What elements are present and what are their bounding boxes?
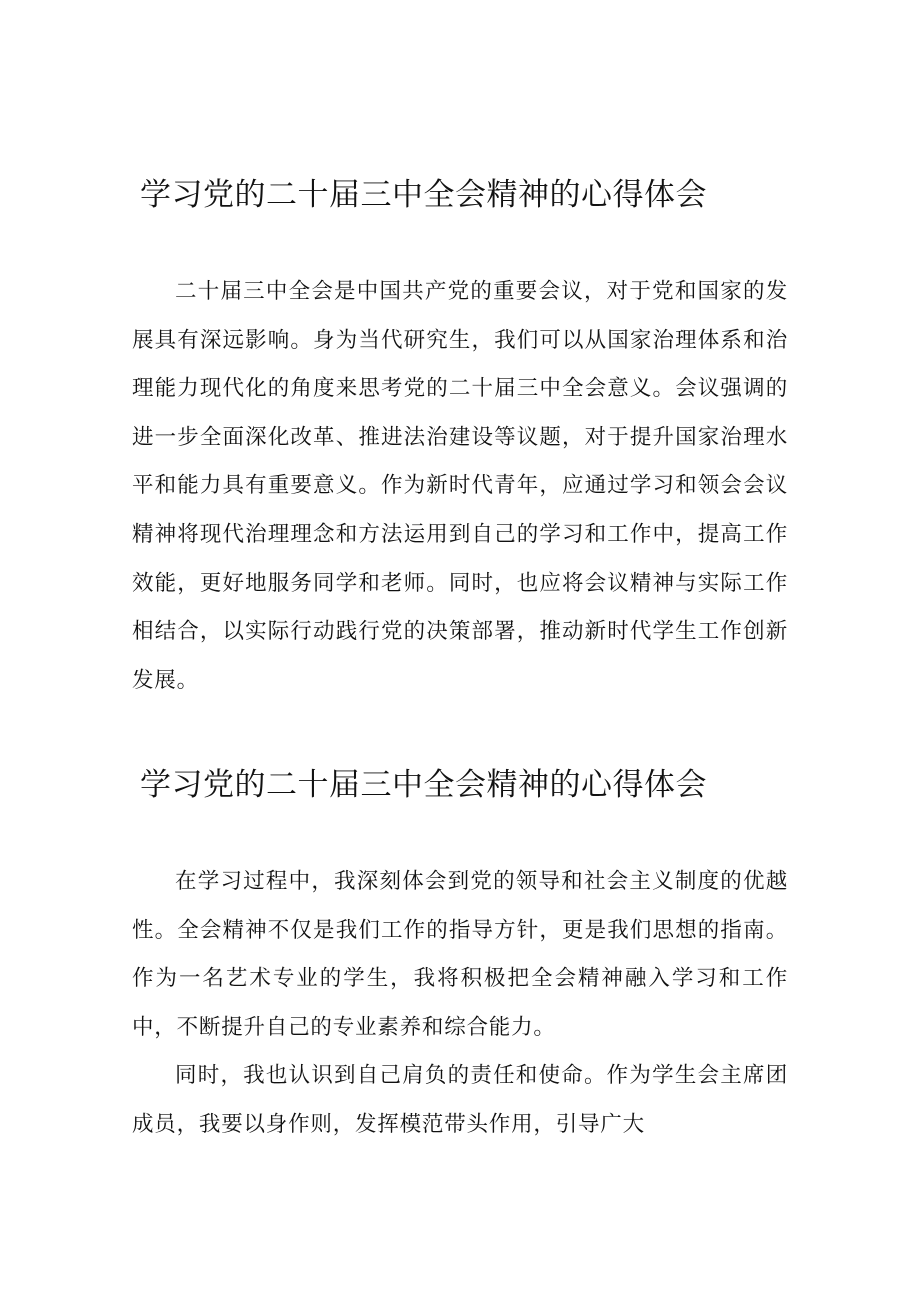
paragraph: 同时，我也认识到自己肩负的责任和使命。作为学生会主席团成员，我要以身作则，发挥模范带头作用，引导广大 bbox=[132, 1063, 788, 1137]
section-body bbox=[132, 268, 788, 705]
paragraph: 二十届三中全会是中国共产党的重要会议，对于党和国家的发展具有深远影响。身为当代研究生，我们可以从国家治理体系和治理能力现代化的角度来思考党的二十届三中全会意义。会议强调的进一步全面深化改革、推进法治建设等议题，对于提升国家治理水平和能力具有重要意义。作为新时代青年，应通过学习和领会会议精神将现代治理理念和方法运用到自己的学习和工作中，提高工作效能，更好地服务同学和老师。同时，也应将会议精神与实际工作相结合，以实际行动践行党的决策部署，推动新时代学生工作创新发展。 bbox=[132, 279, 788, 693]
section-title: 学习党的二十届三中全会精神的心得体会 bbox=[140, 767, 707, 803]
section-title: 学习党的二十届三中全会精神的心得体会 bbox=[140, 177, 707, 213]
section-body bbox=[132, 858, 788, 1150]
paragraph: 在学习过程中，我深刻体会到党的领导和社会主义制度的优越性。全会精神不仅是我们工作的指导方针，更是我们思想的指南。作为一名艺术专业的学生，我将积极把全会精神融入学习和工作中，不断提升自己的专业素养和综合能力。 bbox=[132, 869, 788, 1040]
